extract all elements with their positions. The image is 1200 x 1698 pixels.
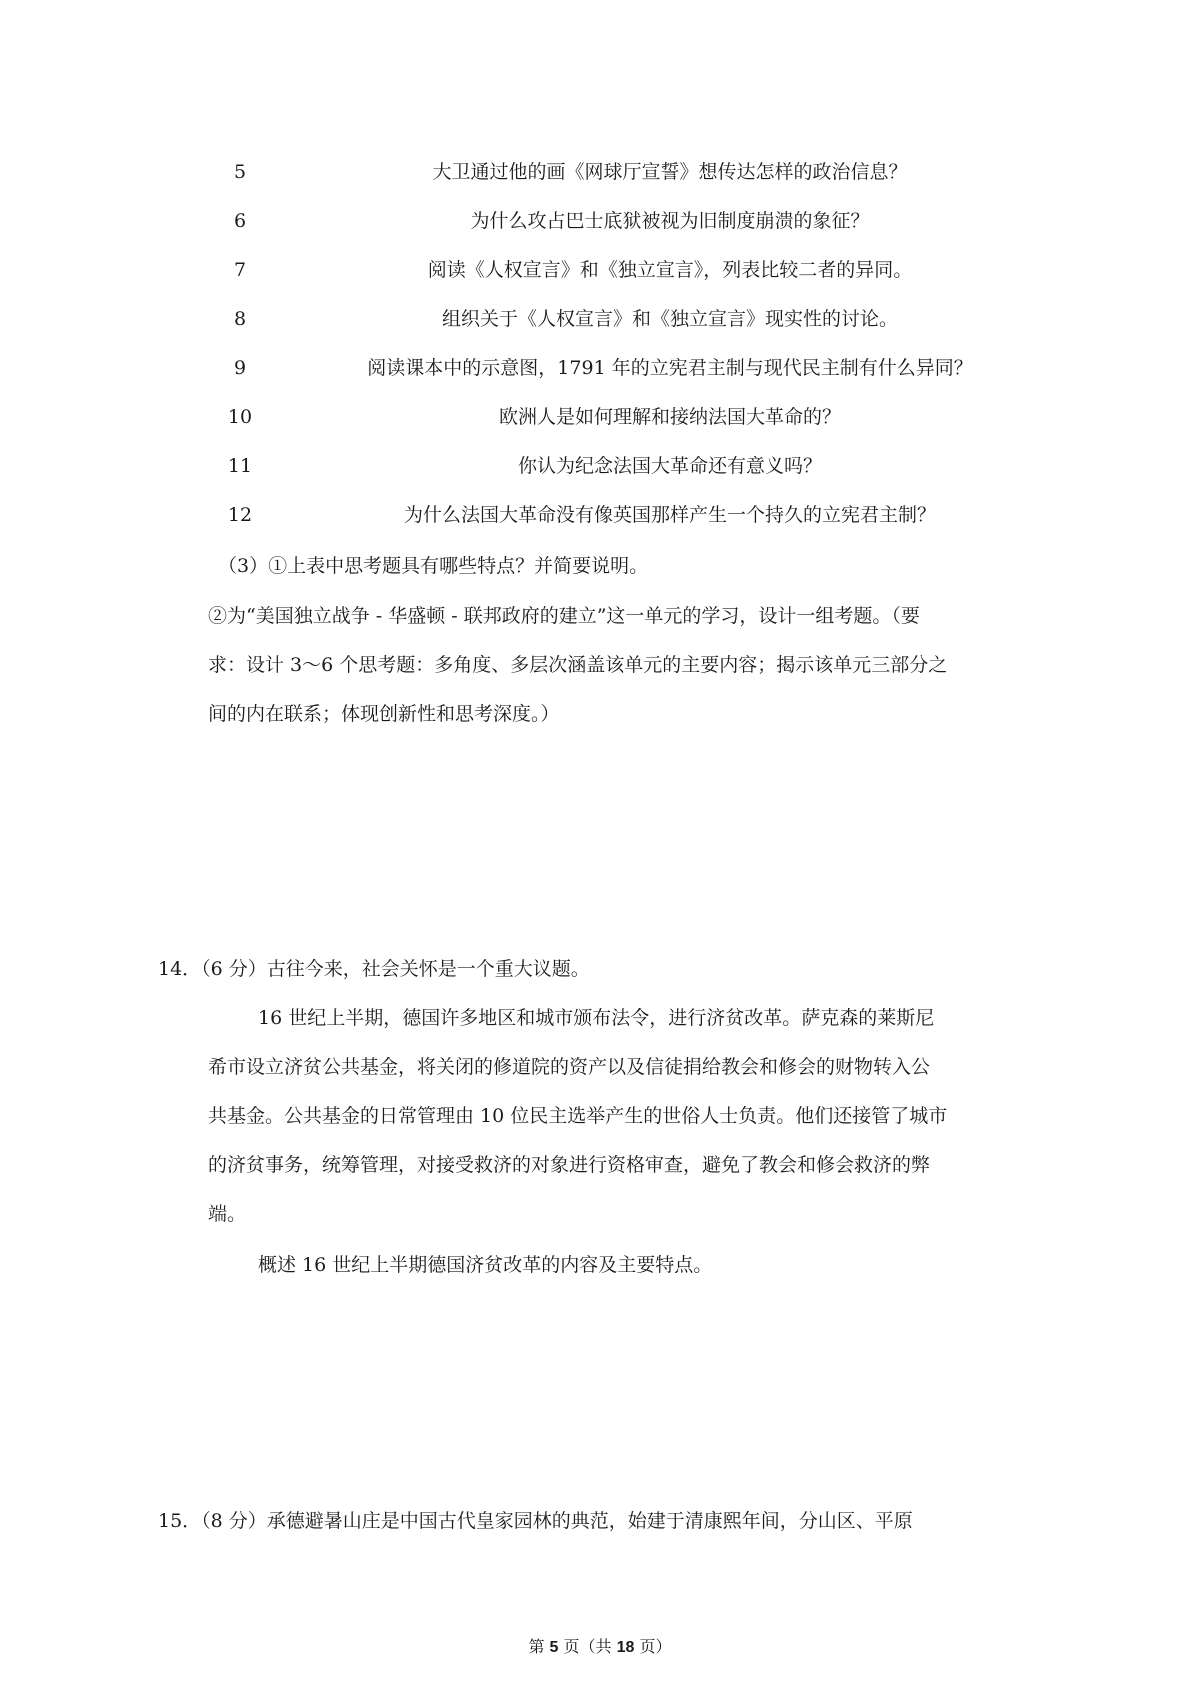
q14-passage-line: 16 世纪上半期，德国许多地区和城市颁布法令，进行济贫改革。萨克森的莱斯尼 bbox=[258, 1007, 935, 1029]
row-number: 12 bbox=[227, 504, 253, 526]
q14-passage-line: 共基金。公共基金的日常管理由 10 位民主选举产生的世俗人士负责。他们还接管了城市 bbox=[208, 1105, 948, 1127]
q14-passage-line: 端。 bbox=[208, 1203, 247, 1225]
row-question: 为什么攻占巴士底狱被视为旧制度崩溃的象征？ bbox=[470, 210, 870, 232]
row-question: 大卫通过他的画《网球厅宣誓》想传达怎样的政治信息？ bbox=[432, 161, 908, 183]
footer-suffix: 页） bbox=[634, 1637, 672, 1656]
row-number: 6 bbox=[233, 210, 247, 232]
q13-part3-item2-line: ②为“美国独立战争 - 华盛顿 - 联邦政府的建立”这一单元的学习，设计一组考题。（要 bbox=[208, 605, 920, 627]
row-number: 8 bbox=[233, 308, 247, 330]
q14-passage-line: 希市设立济贫公共基金，将关闭的修道院的资产以及信徒捐给教会和修会的财物转入公 bbox=[208, 1056, 931, 1078]
table-row bbox=[190, 495, 1040, 535]
table-row bbox=[190, 250, 1040, 290]
q14-passage-line: 的济贫事务，统筹管理，对接受救济的对象进行资格审查，避免了教会和修会救济的弊 bbox=[208, 1154, 931, 1176]
q14-prompt: 概述 16 世纪上半期德国济贫改革的内容及主要特点。 bbox=[258, 1254, 713, 1276]
footer-middle: 页（共 bbox=[558, 1637, 617, 1656]
table-row bbox=[190, 446, 1040, 486]
q13-part3-item2-line: 间的内在联系；体现创新性和思考深度。） bbox=[208, 703, 560, 725]
page-footer bbox=[0, 1635, 1200, 1660]
q14-heading: 14．（6 分）古往今来，社会关怀是一个重大议题。 bbox=[158, 958, 590, 980]
row-question: 你认为纪念法国大革命还有意义吗？ bbox=[517, 455, 822, 477]
q15-heading: 15．（8 分）承德避暑山庄是中国古代皇家园林的典范，始建于清康熙年间，分山区、平原 bbox=[158, 1510, 913, 1532]
row-question: 阅读课本中的示意图，1791 年的立宪君主制与现代民主制有什么异同？ bbox=[367, 357, 973, 379]
table-row bbox=[190, 201, 1040, 241]
q13-part3-item1: （3）①上表中思考题具有哪些特点？并简要说明。 bbox=[218, 555, 649, 577]
q13-part3-item2-line: 求：设计 3～6 个思考题：多角度、多层次涵盖该单元的主要内容；揭示该单元三部分之 bbox=[208, 654, 948, 676]
row-question: 组织关于《人权宣言》和《独立宣言》现实性的讨论。 bbox=[441, 308, 898, 330]
table-row bbox=[190, 348, 1040, 388]
row-number: 5 bbox=[233, 161, 247, 183]
row-question: 阅读《人权宣言》和《独立宣言》，列表比较二者的异同。 bbox=[427, 259, 913, 281]
table-row bbox=[190, 397, 1040, 437]
table-row bbox=[190, 299, 1040, 339]
row-question: 欧洲人是如何理解和接纳法国大革命的？ bbox=[498, 406, 841, 428]
row-number: 10 bbox=[227, 406, 253, 428]
row-number: 11 bbox=[227, 455, 253, 477]
row-number: 7 bbox=[233, 259, 247, 281]
row-question: 为什么法国大革命没有像英国那样产生一个持久的立宪君主制？ bbox=[403, 504, 936, 526]
current-page-number: 5 bbox=[549, 1639, 559, 1656]
table-row bbox=[190, 152, 1040, 192]
footer-prefix: 第 bbox=[528, 1637, 550, 1656]
row-number: 9 bbox=[233, 357, 247, 379]
total-pages-number: 18 bbox=[616, 1639, 635, 1656]
